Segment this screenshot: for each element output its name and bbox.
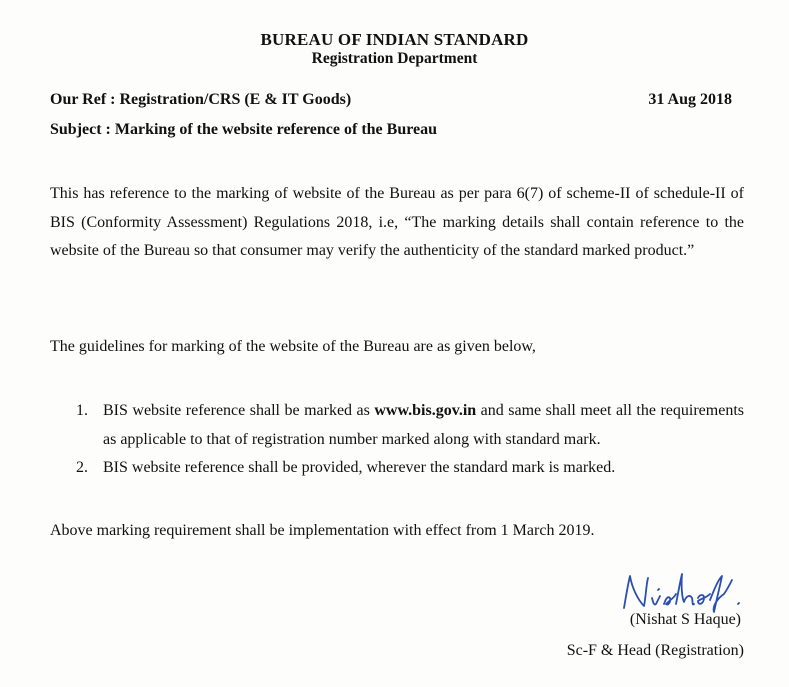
subject-line: Subject : Marking of the website reference of the Bureau	[50, 121, 438, 138]
signatory-designation: Sc-F & Head (Registration)	[566, 642, 744, 659]
list-item-text: BIS website reference shall be marked as	[103, 402, 375, 419]
guidelines-list	[76, 397, 744, 483]
list-item	[76, 397, 744, 454]
list-item-text-continued: and same shall meet all the requirements as applicable to that of registration number marked along with standard mark.	[103, 402, 744, 448]
list-item	[76, 454, 744, 483]
letter-date: 31 Aug 2018	[648, 91, 732, 108]
body-paragraph-3: Above marking requirement shall be implementation with effect from 1 March 2019.	[50, 522, 595, 539]
list-item-number: 2.	[76, 459, 88, 476]
list-item-number: 1.	[76, 402, 88, 419]
reference-line: Our Ref : Registration/CRS (E & IT Goods)	[50, 91, 352, 108]
body-paragraph-2: The guidelines for marking of the website of the Bureau are as given below,	[50, 338, 536, 355]
list-item-text: BIS website reference shall be provided, wherever the standard mark is marked.	[103, 459, 616, 476]
organization-title: BUREAU OF INDIAN STANDARD	[260, 30, 529, 49]
website-link-text: www.bis.gov.in	[374, 402, 477, 419]
body-paragraph-1: This has reference to the marking of website of the Bureau as per para 6(7) of scheme-II of schedule-II of BIS (Conformity Assessment) Regulations 2018, i.e, “The marking details shall contain reference to the website of the Bureau so that consumer may verify the authenticity of the standard marked product.”	[50, 185, 744, 259]
signatory-name: (Nishat S Haque)	[629, 611, 741, 628]
department-title: Registration Department	[311, 50, 478, 67]
